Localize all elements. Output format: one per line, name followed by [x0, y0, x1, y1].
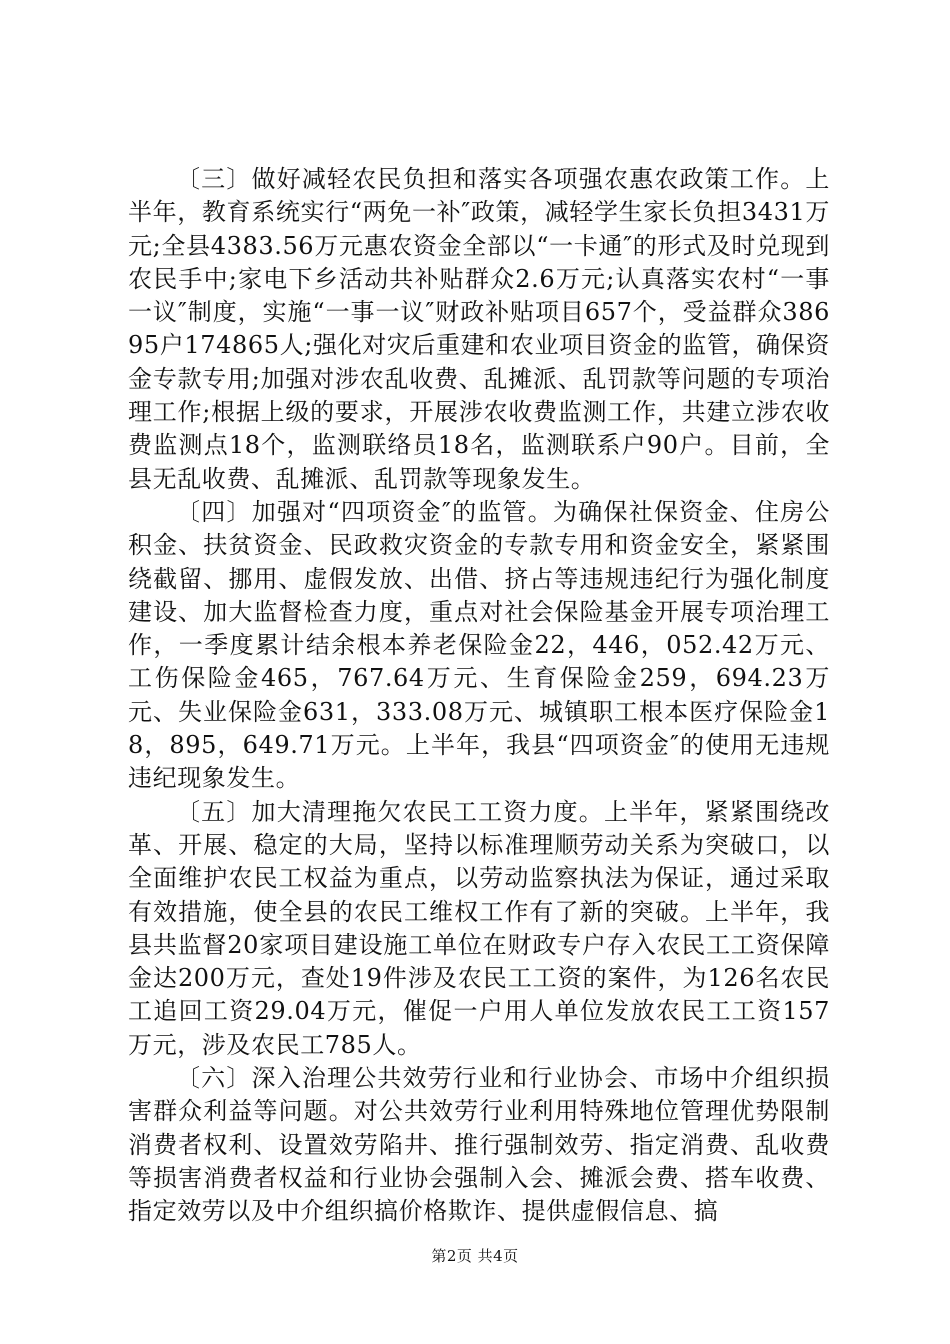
document-body — [128, 163, 830, 1229]
paragraph-section-5: 〔五〕加大清理拖欠农民工工资力度。上半年，紧紧围绕改革、开展、稳定的大局，坚持以标准理顺劳动关系为突破口，以全面维护农民工权益为重点，以劳动监察执法为保证，通过采取有效措施，使全县的农民工维权工作有了新的突破。上半年，我县共监督20家项目建设施工单位在财政专户存入农民工工资保障金达200万元，查处19件涉及农民工工资的案件，为126名农民工追回工资29.04万元，催促一户用人单位发放农民工工资157万元，涉及农民工785人。 — [128, 797, 830, 1059]
paragraph-section-3: 〔三〕做好减轻农民负担和落实各项强农惠农政策工作。上半年，教育系统实行“两免一补″政策，减轻学生家长负担3431万元;全县4383.56万元惠农资金全部以“一卡通″的形式及时兑现到农民手中;家电下乡活动共补贴群众2.6万元;认真落实农村“一事一议″制度，实施“一事一议″财政补贴项目657个，受益群众38695户174865人;强化对灾后重建和农业项目资金的监管，确保资金专款专用;加强对涉农乱收费、乱摊派、乱罚款等问题的专项治理工作;根据上级的要求，开展涉农收费监测工作，共建立涉农收费监测点18个，监测联络员18名，监测联系户90户。目前，全县无乱收费、乱摊派、乱罚款等现象发生。 — [128, 165, 830, 493]
page-number-label: 第2页 共4页 — [431, 1247, 519, 1265]
page-footer — [0, 1245, 950, 1266]
paragraph-section-4: 〔四〕加强对“四项资金″的监管。为确保社保资金、住房公积金、扶贫资金、民政救灾资金的专款专用和资金安全，紧紧围绕截留、挪用、虚假发放、出借、挤占等违规违纪行为强化制度建设、加大监督检查力度，重点对社会保险基金开展专项治理工作，一季度累计结余根本养老保险金22，446，052.42万元、工伤保险金465，767.64万元、生育保险金259，694.23万元、失业保险金631，333.08万元、城镇职工根本医疗保险金18，895，649.71万元。上半年，我县“四项资金″的使用无违规违纪现象发生。 — [128, 497, 830, 793]
paragraph-section-6: 〔六〕深入治理公共效劳行业和行业协会、市场中介组织损害群众利益等问题。对公共效劳行业利用特殊地位管理优势限制消费者权利、设置效劳陷井、推行强制效劳、指定消费、乱收费等损害消费者权益和行业协会强制入会、摊派会费、搭车收费、指定效劳以及中介组织搞价格欺诈、提供虚假信息、搞 — [128, 1064, 830, 1226]
